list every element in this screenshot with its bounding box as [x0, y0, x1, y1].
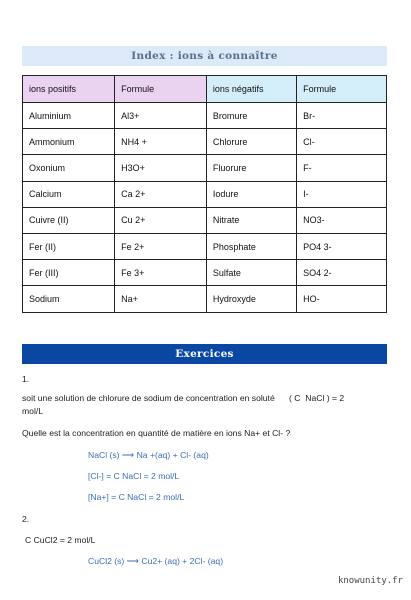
negative-ion-formula: SO4 2- [297, 260, 387, 286]
exercise-2-equation: CuCl2 (s) ⟶ Cu2+ (aq) + 2Cl- (aq) [88, 556, 224, 566]
negative-ion-formula: F- [297, 155, 387, 181]
positive-ion-name: Aluminium [23, 103, 115, 129]
negative-ion-name: Fluorure [206, 155, 296, 181]
table-row [23, 155, 387, 181]
exercise-1-equation: NaCl (s) ⟶ Na +(aq) + Cl- (aq) [88, 450, 209, 460]
exercise-1-statement-line2: mol/L [22, 406, 44, 416]
table-row [23, 181, 387, 207]
exercise-1-answer-na: [Na+] = C NaCl = 2 mol/L [88, 492, 185, 502]
exercise-1-answer-cl: [Cl-] = C NaCl = 2 mol/L [88, 471, 180, 481]
positive-ion-formula: Na+ [115, 286, 207, 312]
positive-ion-formula: NH4 + [115, 129, 207, 155]
positive-ion-name: Fer (III) [23, 260, 115, 286]
positive-ion-formula: Cu 2+ [115, 207, 207, 233]
positive-ion-formula: Fe 2+ [115, 233, 207, 259]
negative-ion-formula: HO- [297, 286, 387, 312]
exercices-title: Exercices [22, 344, 387, 364]
negative-ion-name: Chlorure [206, 129, 296, 155]
negative-ion-formula: I- [297, 181, 387, 207]
table-header-row [23, 76, 387, 103]
positive-ion-name: Calcium [23, 181, 115, 207]
index-title: Index : ions à connaître [22, 46, 387, 66]
exercise-2-number: 2. [22, 514, 30, 524]
header-negative-ions: ions négatifs [206, 76, 296, 103]
positive-ion-name: Ammonium [23, 129, 115, 155]
exercise-1-number: 1. [22, 374, 30, 384]
negative-ion-formula: Cl- [297, 129, 387, 155]
positive-ion-name: Fer (II) [23, 233, 115, 259]
positive-ion-name: Oxonium [23, 155, 115, 181]
header-positive-ions: ions positifs [23, 76, 115, 103]
header-formula-positive: Formule [115, 76, 207, 103]
table-row [23, 103, 387, 129]
negative-ion-name: Iodure [206, 181, 296, 207]
table-row [23, 207, 387, 233]
table-row [23, 233, 387, 259]
positive-ion-formula: H3O+ [115, 155, 207, 181]
positive-ion-formula: Fe 3+ [115, 260, 207, 286]
negative-ion-name: Phosphate [206, 233, 296, 259]
negative-ion-formula: NO3- [297, 207, 387, 233]
table-row [23, 286, 387, 312]
exercise-1-question: Quelle est la concentration en quantité de matière en ions Na+ et Cl- ? [22, 428, 291, 438]
positive-ion-formula: Ca 2+ [115, 181, 207, 207]
table-row [23, 129, 387, 155]
watermark: knowunity.fr [337, 576, 403, 586]
positive-ion-name: Cuivre (II) [23, 207, 115, 233]
exercise-1-statement-line1: soit une solution de chlorure de sodium de concentration en soluté ( C NaCl ) = 2 [22, 393, 345, 403]
negative-ion-formula: PO4 3- [297, 233, 387, 259]
negative-ion-name: Bromure [206, 103, 296, 129]
table-row [23, 260, 387, 286]
negative-ion-name: Hydroxyde [206, 286, 296, 312]
negative-ion-name: Nitrate [206, 207, 296, 233]
negative-ion-formula: Br- [297, 103, 387, 129]
negative-ion-name: Sulfate [206, 260, 296, 286]
positive-ion-name: Sodium [23, 286, 115, 312]
header-formula-negative: Formule [297, 76, 387, 103]
positive-ion-formula: Al3+ [115, 103, 207, 129]
exercise-2-statement: C CuCl2 = 2 mol/L [25, 535, 96, 545]
ions-table [22, 75, 387, 313]
